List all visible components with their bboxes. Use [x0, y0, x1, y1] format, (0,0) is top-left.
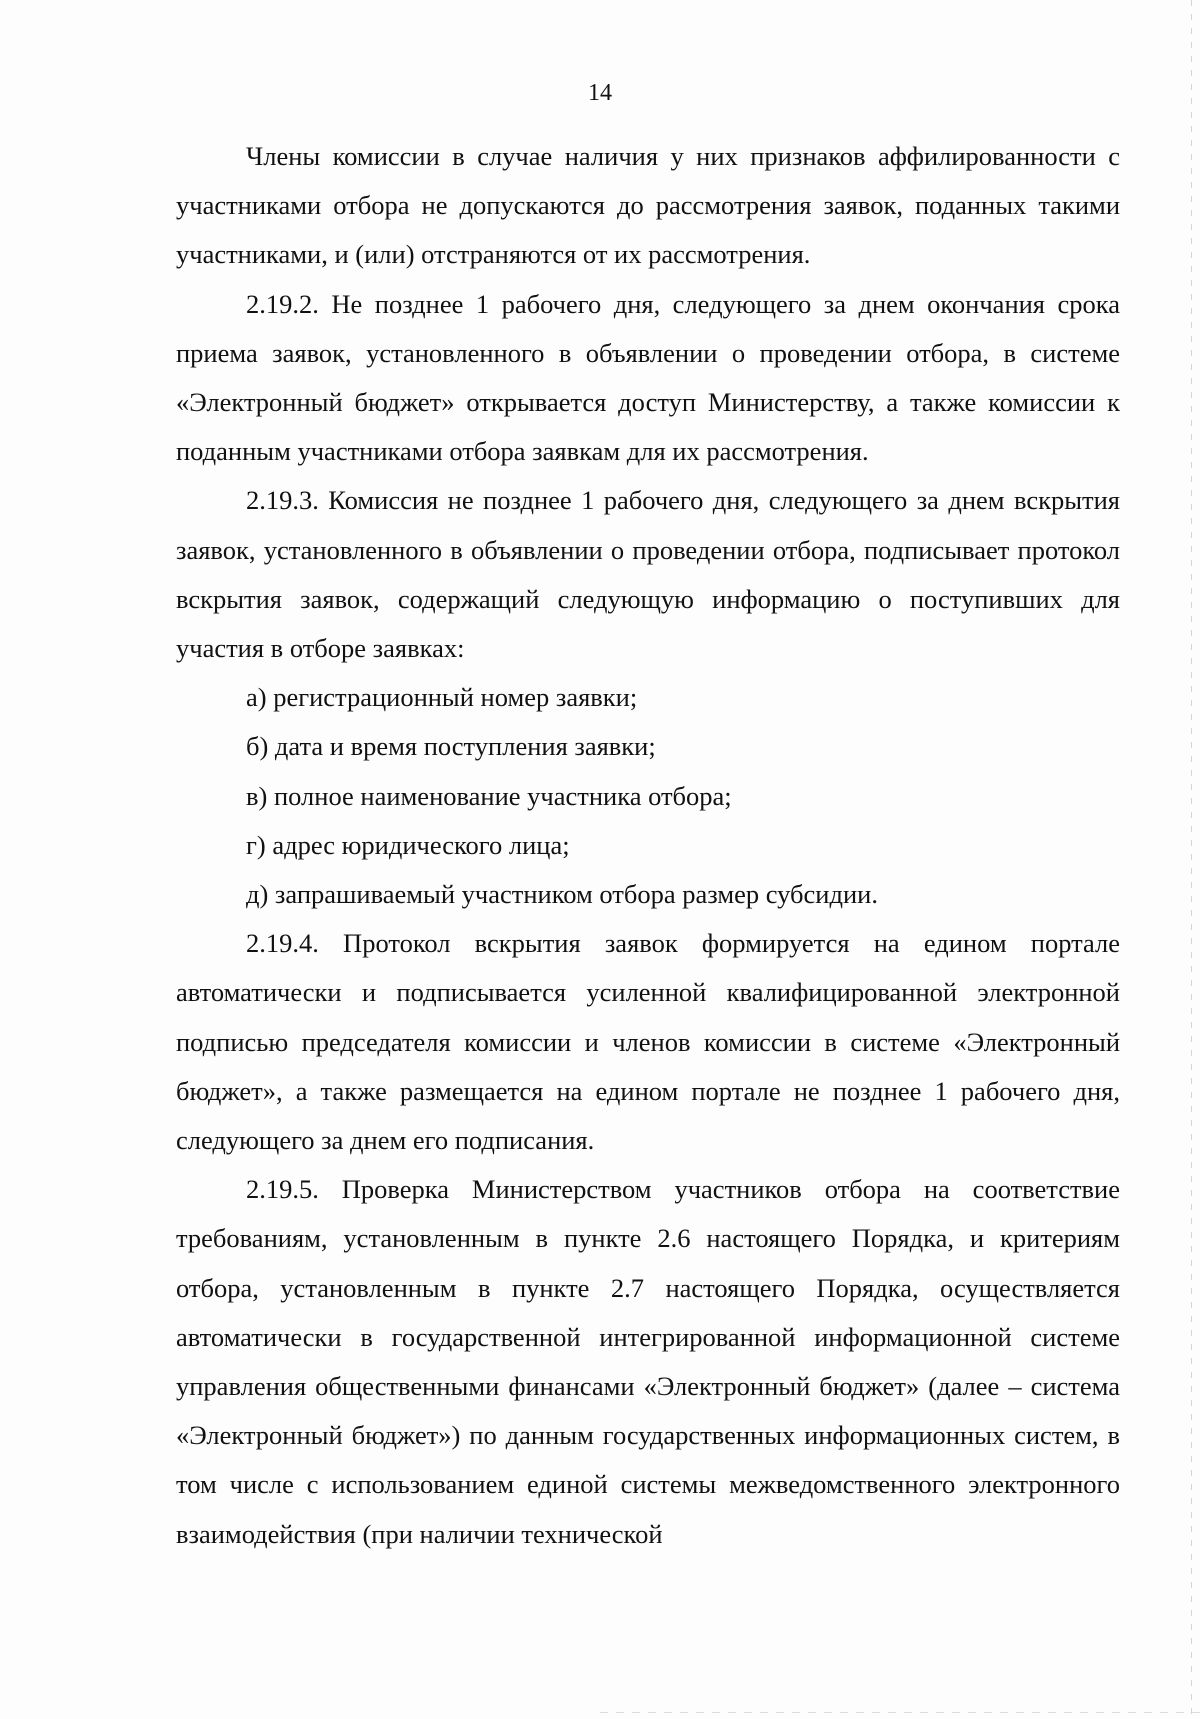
paragraph-2-19-3: 2.19.3. Комиссия не позднее 1 рабочего дня, следующего за днем вскрытия заявок, установленного в объявлении о проведении отбора, подписывает протокол вскрытия заявок, содержащий следующую информацию о поступивших для участия в отборе заявках:	[176, 485, 1120, 664]
list-item-g: г) адрес юридического лица;	[246, 829, 570, 860]
list-item-d: д) запрашиваемый участником отбора размер субсидии.	[246, 879, 878, 910]
paragraph-commission-members: Члены комиссии в случае наличия у них признаков аффилированности с участниками отбора не допускаются до рассмотрения заявок, поданных такими участниками, и (или) отстраняются от их рассмотрения.	[176, 141, 1120, 270]
page-number: 14	[588, 80, 612, 106]
scan-bottom-line	[600, 1712, 1200, 1713]
list-item-a: а) регистрационный номер заявки;	[246, 682, 638, 713]
document-body	[176, 132, 1120, 1559]
list-item-b: б) дата и время поступления заявки;	[246, 731, 656, 762]
list-item-v: в) полное наименование участника отбора;	[246, 780, 732, 811]
paragraph-2-19-4: 2.19.4. Протокол вскрытия заявок формируется на едином портале автоматически и подписывается усиленной квалифицированной электронной подписью председателя комиссии и членов комиссии в системе «Электронный бюджет», а также размещается на едином портале не позднее 1 рабочего дня, следующего за днем его подписания.	[176, 928, 1120, 1156]
scan-edge-line	[1191, 0, 1192, 1719]
paragraph-2-19-2: 2.19.2. Не позднее 1 рабочего дня, следующего за днем окончания срока приема заявок, установленного в объявлении о проведении отбора, в системе «Электронный бюджет» открывается доступ Министерству, а также комиссии к поданным участниками отбора заявкам для их рассмотрения.	[176, 288, 1120, 467]
paragraph-2-19-5: 2.19.5. Проверка Министерством участников отбора на соответствие требованиям, установленным в пункте 2.6 настоящего Порядка, и критериям отбора, установленным в пункте 2.7 настоящего Порядка, осуществляется автоматически в государственной интегрированной информационной системе управления общественными финансами «Электронный бюджет» (далее – система «Электронный бюджет») по данным государственных информационных систем, в том числе с использованием единой системы межведомственного электронного взаимодействия (при наличии технической	[176, 1174, 1120, 1549]
